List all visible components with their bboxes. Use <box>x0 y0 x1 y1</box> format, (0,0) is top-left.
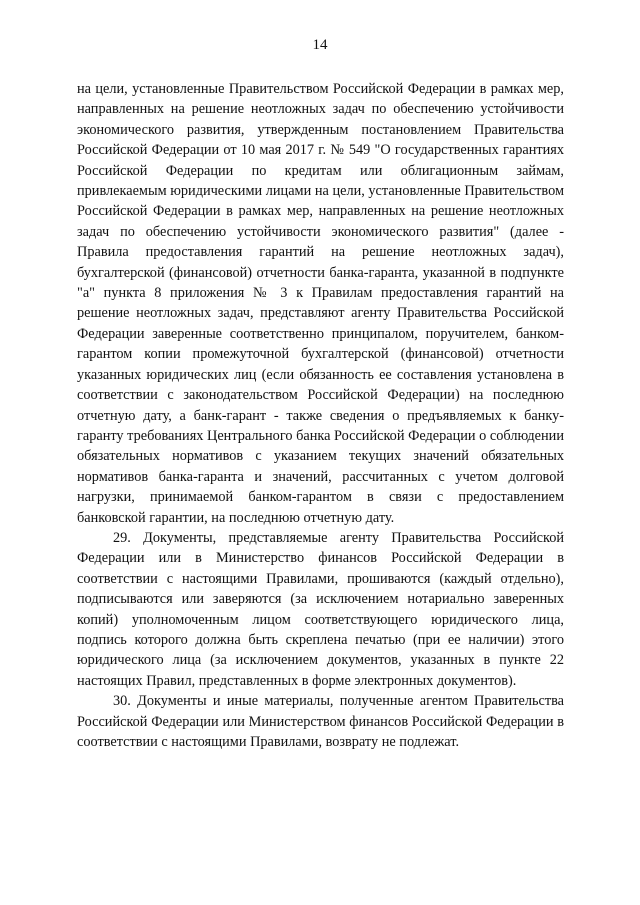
paragraph-30: 30. Документы и иные материалы, полученные агентом Правительства Российской Федерации или Министерством финансов Российской Федерации в соответствии с настоящими Правилами, возврату не подлежат. <box>77 693 564 750</box>
document-body <box>77 79 564 752</box>
page-number: 14 <box>312 37 328 53</box>
paragraph-continuation: на цели, установленные Правительством Российской Федерации в рамках мер, направленных на решение неотложных задач по обеспечению устойчивости экономического развития, утвержденным постановлением Правительства Российской Федерации от 10 мая 2017 г. № 549 "О государственных гарантиях Российской Федерации по кредитам или облигационным займам, привлекаемым юридическими лицами на цели, установленные Правительством Российской Федерации в рамках мер, направленных на решение неотложных задач по обеспечению устойчивости экономического развития" (далее - Правила предоставления гарантий на решение неотложных задач), бухгалтерской (финансовой) отчетности банка-гаранта, указанной в подпункте "а" пункта 8 приложения № 3 к Правилам предоставления гарантий на решение неотложных задач, представляют агенту Правительства Российской Федерации заверенные соответственно принципалом, поручителем, банком-гарантом копии промежуточной бухгалтерской (финансовой) отчетности указанных юридических лиц (если обязанность ее составления установлена в соответствии с законодательством Российской Федерации) на последнюю отчетную дату, а банк-гарант - также сведения о предъявляемых к банку-гаранту требованиях Центрального банка Российской Федерации о соблюдении обязательных нормативов с указанием текущих значений обязательных нормативов банка-гаранта и значений, рассчитанных с учетом долговой нагрузки, принимаемой банком-гарантом в связи с предоставлением банковской гарантии, на последнюю отчетную дату. <box>77 81 564 526</box>
paragraph-29: 29. Документы, представляемые агенту Правительства Российской Федерации или в Министерство финансов Российской Федерации в соответствии с настоящими Правилами, прошиваются (каждый отдельно), подписываются или заверяются (за исключением нотариально заверенных копий) уполномоченным лицом соответствующего юридического лица, подпись которого должна быть скреплена печатью (при ее наличии) этого юридического лица (за исключением документов, указанных в пункте 22 настоящих Правил, представленных в форме электронных документов). <box>77 529 564 689</box>
